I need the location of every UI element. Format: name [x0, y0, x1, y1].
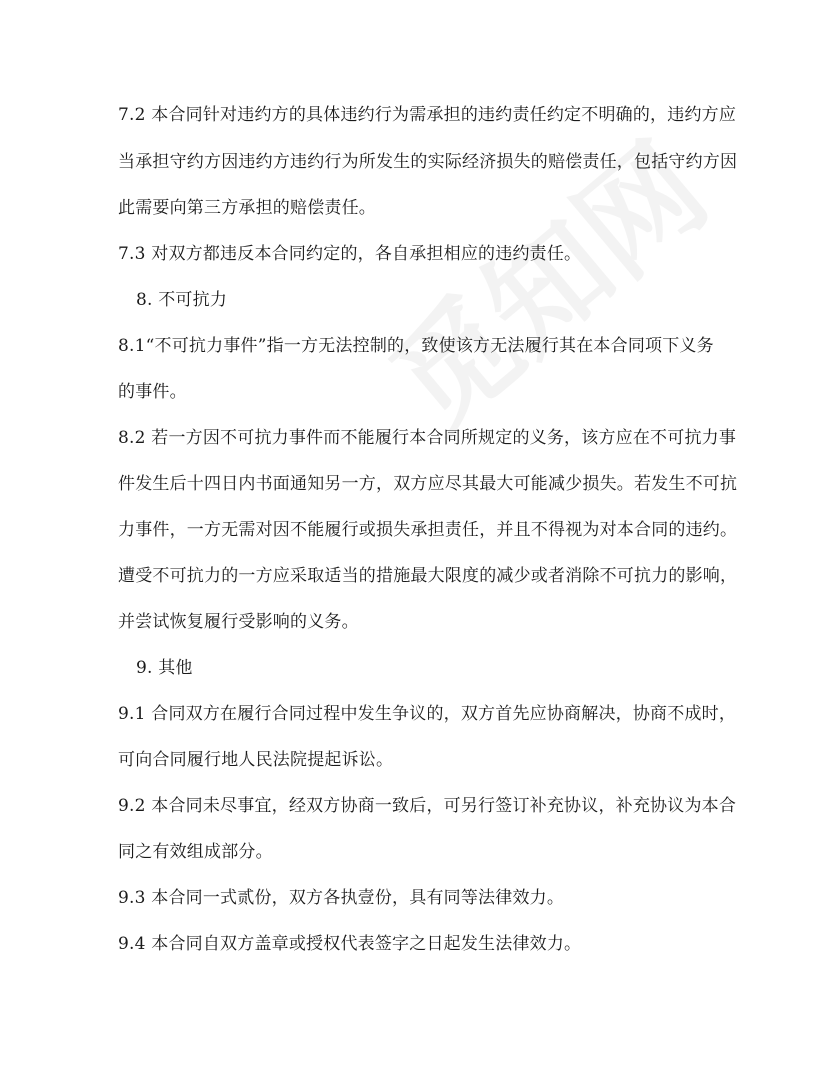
clause-9-2-line-1: 9.2 本合同未尽事宜，经双方协商一致后，可另行签订补充协议，补充协议为本合 — [118, 796, 737, 816]
clause-8-2-line-3: 力事件，一方无需对因不能履行或损失承担责任，并且不得视为对本合同的违约。 — [118, 520, 738, 540]
clause-7-2-line-3: 此需要向第三方承担的赔偿责任。 — [118, 198, 376, 218]
clause-9-3: 9.3 本合同一式贰份，双方各执壹份，具有同等法律效力。 — [118, 888, 565, 908]
clause-7-3: 7.3 对双方都违反本合同约定的，各自承担相应的违约责任。 — [118, 244, 582, 264]
clause-8-2-line-5: 并尝试恢复履行受影响的义务。 — [118, 612, 359, 632]
clause-8-1-line-1: 8.1“不可抗力事件”指一方无法控制的，致使该方无法履行其在本合同项下义务 — [118, 336, 714, 356]
clause-7-2-line-2: 当承担守约方因违约方违约行为所发生的实际经济损失的赔偿责任，包括守约方因 — [118, 152, 738, 172]
clause-8-2-line-1: 8.2 若一方因不可抗力事件而不能履行本合同所规定的义务，该方应在不可抗力事 — [118, 428, 737, 448]
clause-9-1-line-2: 可向合同履行地人民法院提起诉讼。 — [118, 750, 394, 770]
section-9-heading: 9. 其他 — [136, 658, 193, 678]
clause-8-2-line-4: 遭受不可抗力的一方应采取适当的措施最大限度的减少或者消除不可抗力的影响， — [118, 566, 738, 586]
clause-7-2-line-1: 7.2 本合同针对违约方的具体违约行为需承担的违约责任约定不明确的，违约方应 — [118, 105, 737, 125]
section-8-heading: 8. 不可抗力 — [136, 290, 228, 310]
clause-9-1-line-1: 9.1 合同双方在履行合同过程中发生争议的，双方首先应协商解决，协商不成时， — [118, 704, 737, 724]
clause-9-2-line-2: 同之有效组成部分。 — [118, 842, 273, 862]
clause-9-4: 9.4 本合同自双方盖章或授权代表签字之日起发生法律效力。 — [118, 934, 582, 954]
clause-8-1-line-2: 的事件。 — [118, 382, 187, 402]
clause-8-2-line-2: 件发生后十四日内书面通知另一方，双方应尽其最大可能减少损失。若发生不可抗 — [118, 474, 738, 494]
